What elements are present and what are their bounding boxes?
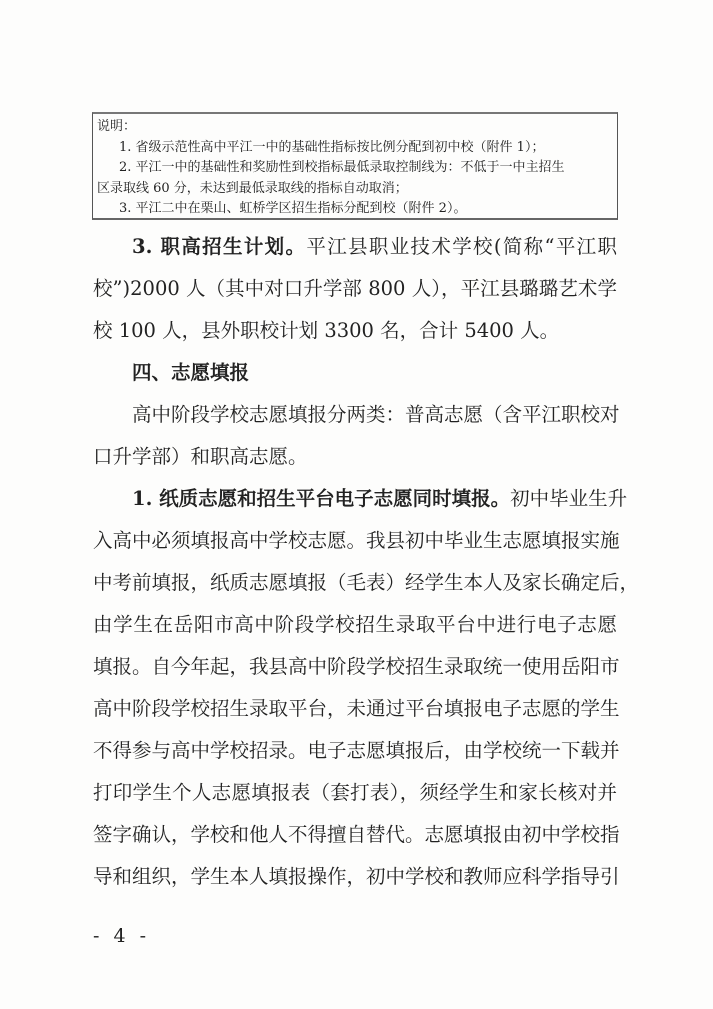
paragraph-line: 口升学部）和职高志愿。 xyxy=(93,445,308,468)
note-box xyxy=(92,112,618,220)
paragraph-line: 高中阶段学校志愿填报分两类：普高志愿（含平江职校对 xyxy=(132,403,620,426)
paragraph-line: 导和组织，学生本人填报操作，初中学校和教师应科学指导引 xyxy=(93,865,620,888)
paragraph-line: 校”)2000 人（其中对口升学部 800 人），平江县璐璐艺术学 xyxy=(93,277,617,300)
paragraph-heading: 1. 纸质志愿和招生平台电子志愿同时填报。 xyxy=(132,487,511,510)
section-heading xyxy=(93,352,617,394)
paragraph-line: 校 100 人，县外职校计划 3300 名，合计 5400 人。 xyxy=(93,319,560,342)
page-number: - 4 - xyxy=(93,925,151,947)
note-item: 区录取线 60 分，未达到最低录取线的指标自动取消； xyxy=(97,180,408,196)
note-item: 1. 省级示范性高中平江一中的基础性指标按比例分配到初中校（附件 1）； xyxy=(119,139,545,155)
paragraph-text: 平江县职业技术学校(简称“平江职 xyxy=(306,235,618,258)
paragraph-line: 入高中必须填报高中学校志愿。我县初中毕业生志愿填报实施 xyxy=(93,529,620,552)
note-item: 3. 平江二中在栗山、虹桥学区招生指标分配到校（附件 2）。 xyxy=(119,201,467,216)
paragraph-line xyxy=(93,226,617,268)
note-item: 2. 平江一中的基础性和奖励性到校指标最低录取控制线为：不低于一中主招生 xyxy=(119,160,565,175)
paragraph-line xyxy=(93,478,628,520)
section-heading-text: 四、志愿填报 xyxy=(132,361,250,384)
paragraph-line: 不得参与高中学校招录。电子志愿填报后，由学校统一下载并 xyxy=(93,739,620,762)
paragraph-line: 中考前填报，纸质志愿填报（毛表）经学生本人及家长确定后， xyxy=(93,571,640,594)
paragraph-line: 填报。自今年起，我县高中阶段学校招生录取统一使用岳阳市 xyxy=(93,655,620,678)
document-body xyxy=(93,226,640,898)
paragraph-line: 打印学生个人志愿填报表（套打表），须经学生和家长核对并 xyxy=(93,781,617,804)
paragraph-line: 由学生在岳阳市高中阶段学校招生录取平台中进行电子志愿 xyxy=(93,613,617,636)
paragraph-heading: 3. 职高招生计划。 xyxy=(132,235,307,258)
paragraph-line: 签字确认，学校和他人不得擅自替代。志愿填报由初中学校指 xyxy=(93,823,620,846)
paragraph-text: 初中毕业生升 xyxy=(510,487,628,510)
note-title: 说明： xyxy=(97,119,137,134)
paragraph-line: 高中阶段学校招生录取平台，未通过平台填报电子志愿的学生 xyxy=(93,697,620,720)
